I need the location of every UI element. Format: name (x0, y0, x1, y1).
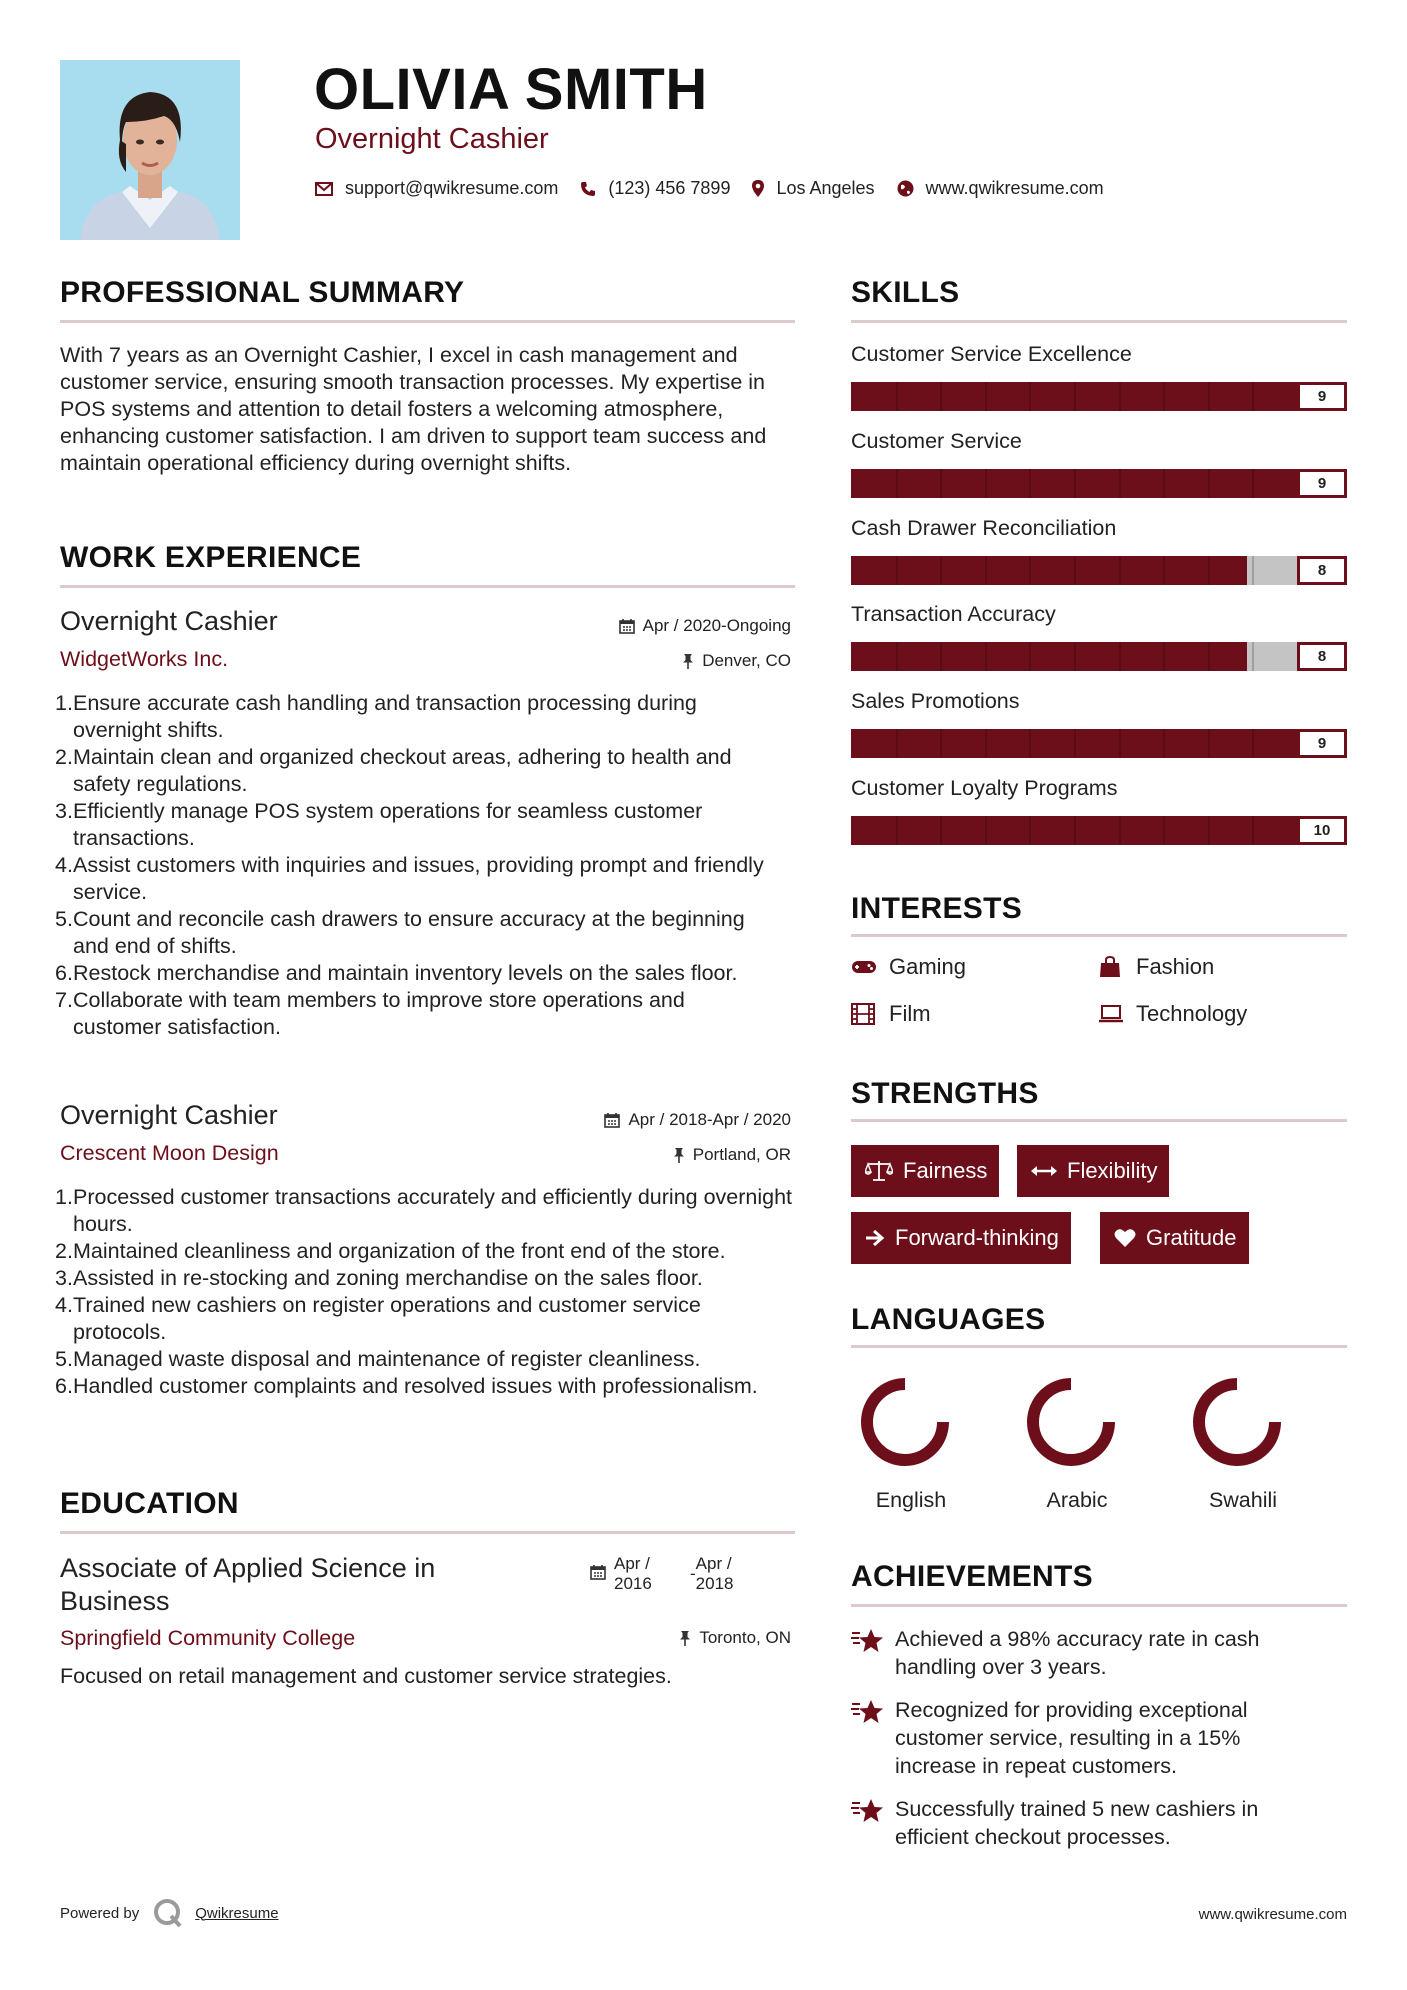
job-location (673, 1145, 791, 1165)
interest-item (1098, 954, 1214, 980)
strengths-heading: STRENGTHS (851, 1077, 1039, 1110)
skill-bar-segment (1208, 469, 1210, 498)
experience-heading: WORK EXPERIENCE (60, 541, 362, 574)
skill-bar-segment (1252, 729, 1254, 758)
skill-bar-segment (1074, 729, 1076, 758)
strength-tag (1100, 1212, 1249, 1264)
skill-bar-segment (940, 382, 942, 411)
job-duties-list (55, 690, 777, 1041)
skill-bar-segment (1119, 469, 1121, 498)
summary-heading: PROFESSIONAL SUMMARY (60, 276, 465, 309)
skill-bar-segment (985, 816, 987, 845)
skill-bar-segment (1208, 729, 1210, 758)
school-name: Springfield Community College (60, 1626, 356, 1650)
date-separator: - (690, 1564, 696, 1583)
language-gauge (1021, 1372, 1121, 1477)
contact-phone[interactable]: (123) 456 7899 (608, 178, 731, 198)
list-item: 4. Assist customers with inquiries and issues, providing prompt and friendly service. (55, 853, 764, 904)
job-dates (619, 616, 791, 636)
skill-bar (851, 729, 1347, 758)
skill-bar-segment (940, 729, 942, 758)
list-item: 5. Count and reconcile cash drawers to ensure accuracy at the beginning and end of shifts. (55, 907, 745, 958)
candidate-role: Overnight Cashier (315, 123, 549, 155)
candidate-name: OLIVIA SMITH (314, 57, 708, 122)
skill-score: 9 (1297, 469, 1347, 498)
arrow-right-icon (865, 1229, 885, 1247)
footer-url[interactable]: www.qwikresume.com (1198, 1906, 1347, 1923)
skill-bar-segment (896, 556, 898, 585)
list-item: 7. Collaborate with team members to improve store operations and customer satisfaction. (55, 988, 685, 1039)
skill-bar-segment (985, 642, 987, 671)
list-item: 1. Ensure accurate cash handling and transaction processing during overnight shifts. (55, 691, 697, 742)
strength-label: Forward-thinking (895, 1225, 1059, 1250)
skill-bar-segment (1074, 469, 1076, 498)
language-level-arc (1199, 1384, 1275, 1460)
skill-bar-segment (1163, 816, 1165, 845)
degree-line-1: Associate of Applied Science in (60, 1553, 436, 1583)
balance-scale-icon (865, 1160, 893, 1182)
film-icon (851, 1003, 881, 1025)
pushpin-icon (682, 653, 694, 669)
skill-bar-segment (940, 556, 942, 585)
skill-bar-segment (1252, 556, 1254, 585)
achievement-text: Achieved a 98% accuracy rate in cash handling over 3 years. (895, 1627, 1260, 1679)
skill-bar-segment (1208, 382, 1210, 411)
skill-bar (851, 382, 1347, 411)
job-location-text: Denver, CO (702, 651, 791, 670)
phone-icon (580, 181, 596, 197)
job-dates-text: Apr / 2018-Apr / 2020 (628, 1110, 791, 1129)
skill-bar-segment (1119, 642, 1121, 671)
skill-bar-segment (940, 469, 942, 498)
skill-bar-segment (896, 382, 898, 411)
skill-score: 10 (1297, 816, 1347, 845)
skill-bar-segment (1208, 556, 1210, 585)
skill-bar-segment (1163, 729, 1165, 758)
globe-icon (897, 180, 914, 197)
skill-bar-segment (1252, 469, 1254, 498)
skill-bar-segment (985, 382, 987, 411)
education-dates (590, 1554, 734, 1594)
education-start-date: Apr / 2016 (614, 1554, 652, 1593)
skill-bar-segment (1119, 556, 1121, 585)
list-item: 3. Assisted in re-stocking and zoning merchandise on the sales floor. (55, 1266, 703, 1290)
interests-divider (851, 934, 1347, 937)
interest-label: Film (889, 1001, 931, 1026)
list-item: 6. Restock merchandise and maintain inventory levels on the sales floor. (55, 961, 738, 985)
contact-bar (315, 178, 1126, 199)
language-gauge (855, 1372, 955, 1477)
skill-bar-segment (1029, 382, 1031, 411)
skill-name: Sales Promotions (851, 689, 1020, 713)
list-item: 3. Efficiently manage POS system operations for seamless customer transactions. (55, 799, 703, 850)
skill-bar-segment (940, 642, 942, 671)
skill-score: 8 (1297, 642, 1347, 671)
summary-text: With 7 years as an Overnight Cashier, I excel in cash management and customer service, ensuring smooth transaction processes. My expertise in POS systems and attention to detail fosters a welcoming atmosphere, enhancing customer satisfaction. I am driven to support team success and maintain operational efficiency during overnight shifts. (60, 343, 767, 475)
strength-label: Flexibility (1067, 1158, 1158, 1183)
achievements-divider (851, 1604, 1347, 1607)
languages-heading: LANGUAGES (851, 1303, 1046, 1336)
skill-bar (851, 469, 1347, 498)
skill-bar-segment (896, 469, 898, 498)
skill-bar-segment (896, 729, 898, 758)
job-dates-text: Apr / 2020-Ongoing (642, 616, 791, 635)
skill-bar-segment (1252, 642, 1254, 671)
skill-bar-segment (1163, 382, 1165, 411)
achievement-item (851, 1696, 1321, 1780)
contact-email[interactable]: support@qwikresume.com (345, 178, 559, 198)
gamepad-icon (851, 959, 881, 975)
skill-bar-segment (1074, 382, 1076, 411)
calendar-icon (619, 618, 635, 634)
skill-bar-segment (1208, 816, 1210, 845)
list-item: 2. Maintained cleanliness and organization of the front end of the store. (55, 1239, 726, 1263)
footer-branding (60, 1898, 279, 1928)
interest-label: Fashion (1136, 954, 1215, 979)
skill-bar-segment (1119, 729, 1121, 758)
contact-location: Los Angeles (776, 178, 875, 198)
powered-by-label: Powered by (60, 1904, 140, 1922)
heart-icon (1114, 1228, 1136, 1248)
job-company: WidgetWorks Inc. (60, 647, 229, 671)
calendar-icon (604, 1112, 620, 1128)
skill-bar (851, 556, 1347, 585)
job-location-text: Portland, OR (692, 1145, 791, 1164)
skills-heading: SKILLS (851, 276, 960, 309)
calendar-icon (590, 1564, 606, 1580)
interest-label: Gaming (889, 954, 967, 979)
interest-item (1098, 1001, 1247, 1027)
skill-bar-segment (1252, 382, 1254, 411)
skill-bar-segment (1208, 642, 1210, 671)
language-level-arc (867, 1384, 943, 1460)
pushpin-icon (673, 1147, 685, 1163)
skill-bar-segment (1163, 642, 1165, 671)
achievement-item (851, 1625, 1321, 1681)
shopping-bag-icon (1098, 956, 1128, 978)
job-title: Overnight Cashier (60, 606, 278, 636)
laptop-icon (1098, 1005, 1128, 1023)
skill-bar-segment (1029, 729, 1031, 758)
job-duties-list (55, 1184, 795, 1400)
achievements-heading: ACHIEVEMENTS (851, 1560, 1093, 1593)
strengths-divider (851, 1119, 1347, 1122)
job-company: Crescent Moon Design (60, 1141, 279, 1165)
skill-bar-segment (1029, 816, 1031, 845)
qwikresume-logo-icon (153, 1898, 183, 1928)
skill-bar-segment (1119, 816, 1121, 845)
map-marker-icon (752, 180, 764, 197)
star-icon (851, 1795, 895, 1851)
skill-bar-segment (985, 556, 987, 585)
strength-label: Fairness (903, 1158, 988, 1183)
skill-bar-segment (896, 816, 898, 845)
education-heading: EDUCATION (60, 1487, 239, 1520)
skill-bar-fill (851, 556, 1247, 585)
skill-name: Customer Service (851, 429, 1022, 453)
education-divider (60, 1531, 795, 1534)
skill-name: Transaction Accuracy (851, 602, 1056, 626)
list-item: 6. Handled customer complaints and resolved issues with professionalism. (55, 1374, 758, 1398)
language-label: English (875, 1488, 947, 1512)
pushpin-icon (679, 1630, 691, 1646)
language-label: Swahili (1208, 1488, 1278, 1512)
language-label: Arabic (1046, 1488, 1108, 1512)
skill-bar-segment (985, 469, 987, 498)
achievement-item (851, 1795, 1321, 1851)
job-title: Overnight Cashier (60, 1100, 278, 1130)
skill-bar-segment (1252, 816, 1254, 845)
education-end-date: Apr / 2018 (695, 1554, 734, 1593)
education-description: Focused on retail management and customer service strategies. (60, 1664, 672, 1688)
interests-heading: INTERESTS (851, 892, 1023, 925)
profile-photo (60, 60, 240, 240)
languages-divider (851, 1345, 1347, 1348)
strength-tag (851, 1212, 1071, 1264)
star-icon (851, 1696, 895, 1780)
skill-bar-segment (1074, 816, 1076, 845)
skill-bar (851, 642, 1347, 671)
list-item: 4. Trained new cashiers on register operations and customer service protocols. (55, 1293, 701, 1344)
education-location (679, 1628, 791, 1648)
strength-label: Gratitude (1146, 1225, 1237, 1250)
job-location (682, 651, 791, 671)
skill-score: 9 (1297, 729, 1347, 758)
skill-bar-fill (851, 816, 1347, 845)
achievement-text: Recognized for providing exceptional customer service, resulting in a 15% increase in repeat customers. (895, 1698, 1248, 1778)
language-level-arc (1033, 1384, 1109, 1460)
interest-label: Technology (1136, 1001, 1248, 1026)
skill-bar-segment (1074, 642, 1076, 671)
skill-name: Cash Drawer Reconciliation (851, 516, 1117, 540)
experience-divider (60, 585, 795, 588)
skill-bar-segment (1029, 556, 1031, 585)
envelope-icon (315, 182, 333, 196)
summary-divider (60, 320, 795, 323)
strength-tag (1017, 1145, 1169, 1197)
skill-bar-segment (1163, 556, 1165, 585)
skill-bar-segment (1029, 642, 1031, 671)
interest-item (851, 1001, 931, 1027)
skill-score: 8 (1297, 556, 1347, 585)
skill-name: Customer Loyalty Programs (851, 776, 1118, 800)
brand-link[interactable]: Qwikresume (195, 1904, 279, 1922)
skill-name: Customer Service Excellence (851, 342, 1132, 366)
skill-bar-segment (1029, 469, 1031, 498)
skill-bar-segment (940, 816, 942, 845)
degree-line-2: Business (60, 1586, 170, 1616)
language-gauge (1187, 1372, 1287, 1477)
degree-title (60, 1552, 435, 1618)
skill-score: 9 (1297, 382, 1347, 411)
skill-bar-segment (1074, 556, 1076, 585)
achievement-text: Successfully trained 5 new cashiers in efficient checkout processes. (895, 1797, 1259, 1849)
skill-bar-fill (851, 642, 1247, 671)
list-item: 2. Maintain clean and organized checkout areas, adhering to health and safety regulations. (55, 745, 732, 796)
list-item: 1. Processed customer transactions accurately and efficiently during overnight hours. (55, 1185, 793, 1236)
skill-bar-segment (1119, 382, 1121, 411)
skill-bar-segment (985, 729, 987, 758)
skills-divider (851, 320, 1347, 323)
arrows-horizontal-icon (1031, 1164, 1057, 1178)
contact-website[interactable]: www.qwikresume.com (925, 178, 1104, 198)
strength-tag (851, 1145, 999, 1197)
skill-bar-segment (896, 642, 898, 671)
skill-bar-segment (1163, 469, 1165, 498)
interest-item (851, 954, 966, 980)
job-dates (604, 1110, 791, 1130)
education-location-text: Toronto, ON (699, 1628, 791, 1647)
skill-bar (851, 816, 1347, 845)
list-item: 5. Managed waste disposal and maintenance of register cleanliness. (55, 1347, 701, 1371)
star-icon (851, 1625, 895, 1681)
